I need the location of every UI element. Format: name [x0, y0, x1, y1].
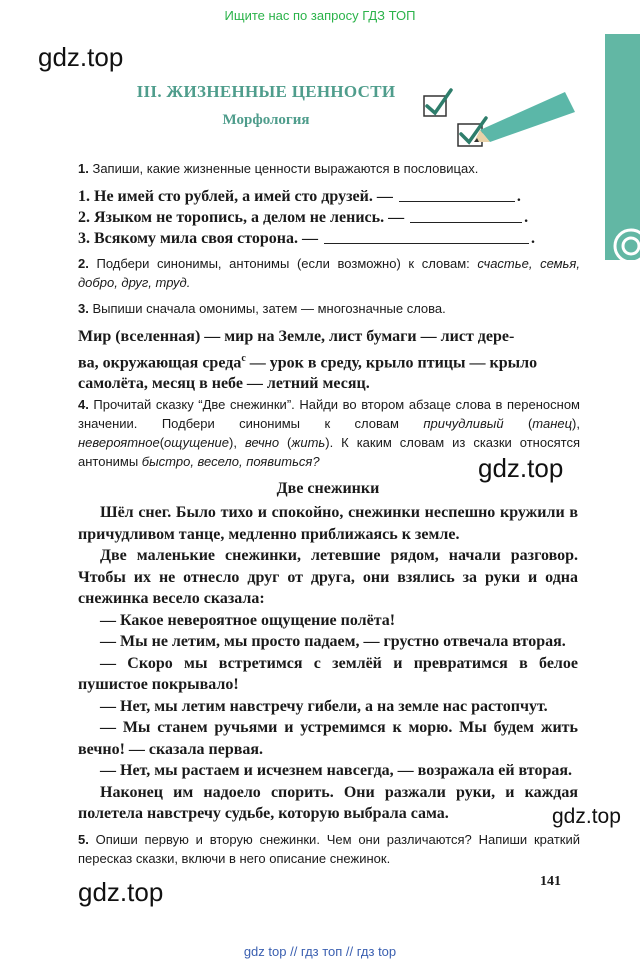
proverb-3: 3. Всякому мила своя сторона. — . — [78, 230, 535, 247]
top-banner[interactable]: Ищите нас по запросу ГДЗ ТОП — [224, 8, 416, 23]
task-1 — [78, 159, 580, 178]
story-title: Две снежинки — [276, 480, 380, 497]
story-paragraph: — Нет, мы растаем и исчезнем навсегда, — возражала ей вторая. — [100, 762, 572, 779]
task-text: Запиши, какие жизненные ценности выражаются в пословицах. — [92, 161, 479, 176]
task-number: 1. — [78, 161, 89, 176]
story-paragraph: Наконец им надоело спорить. Они разжали руки, и каждая полетела навстречу судьбе, которую выбрала сама. — [78, 783, 578, 822]
footer-links[interactable]: gdz top // гдз топ // гдз top — [243, 944, 397, 959]
proverb-1: 1. Не имей сто рублей, а имей сто друзей. — . — [78, 188, 521, 205]
answer-blank[interactable] — [399, 201, 515, 202]
proverb-2: 2. Языком не торопись, а делом не ленись. — . — [78, 209, 529, 226]
section-title: III. ЖИЗНЕННЫЕ ЦЕННОСТИ — [136, 82, 396, 101]
watermark: gdz.top — [552, 805, 621, 828]
swirl-icon — [605, 34, 640, 260]
story-paragraph: — Скоро мы встретимся с землёй и превратимся в белое пушистое покрывало! — [78, 654, 578, 693]
story-paragraph: — Какое невероятное ощущение полёта! — [100, 611, 396, 629]
answer-blank[interactable] — [410, 222, 522, 223]
watermark: gdz.top — [478, 453, 564, 483]
chapter-tab — [605, 34, 640, 260]
story-text — [78, 502, 578, 825]
story-paragraph: — Мы не летим, мы просто падаем, — грустно отвечала вторая. — [100, 633, 566, 650]
watermark: gdz.top — [38, 42, 124, 72]
task-5: 5. Опиши первую и вторую снежинки. Чем они различаются? Напиши краткий пересказ сказки, включи в него описание снежинок. — [78, 832, 580, 866]
story-paragraph: — Нет, мы летим навстречу гибели, а на земле нас растопчут. — [100, 697, 548, 715]
story-paragraph: Шёл снег. Было тихо и спокойно, снежинки неспешно кружили в причудливом танце, медленно приближаясь к земле. — [78, 504, 578, 543]
story-paragraph: — Мы станем ручьями и устремимся к морю. Мы будем жить вечно! — сказала первая. — [78, 719, 578, 758]
page-number: 141 — [540, 874, 561, 889]
task-2: 2. Подбери синонимы, антонимы (если возможно) к словам: счастье, семья, добро, друг, труд. — [78, 256, 580, 290]
task-3: 3. Выпиши сначала омонимы, затем — многозначные слова. — [78, 301, 446, 316]
answer-blank[interactable] — [324, 243, 529, 244]
story-paragraph: Две маленькие снежинки, летевшие рядом, начали разговор. Чтобы их не отнесло друг от друга, они взялись за руки и одна снежинка весело сказала: — [78, 547, 578, 607]
watermark: gdz.top — [78, 877, 164, 907]
subtitle: Морфология — [222, 112, 310, 128]
task-4: 4. Прочитай сказку “Две снежинки”. Найди во втором абзаце слова в переносном значении. Подбери синонимы к словам причудливый (танец), невероятное(ощущение), вечно (жить). К каким словам из сказки относятся антонимы быстро, весело, появиться? — [78, 397, 580, 469]
task-3-text: Мир (вселенная) — мир на Земле, лист бумаги — лист дере- ва, окружающая среда$^с$ — урок в среду, крыло птицы — крыло самолёта, месяц в небе — летний месяц. — [78, 328, 538, 393]
